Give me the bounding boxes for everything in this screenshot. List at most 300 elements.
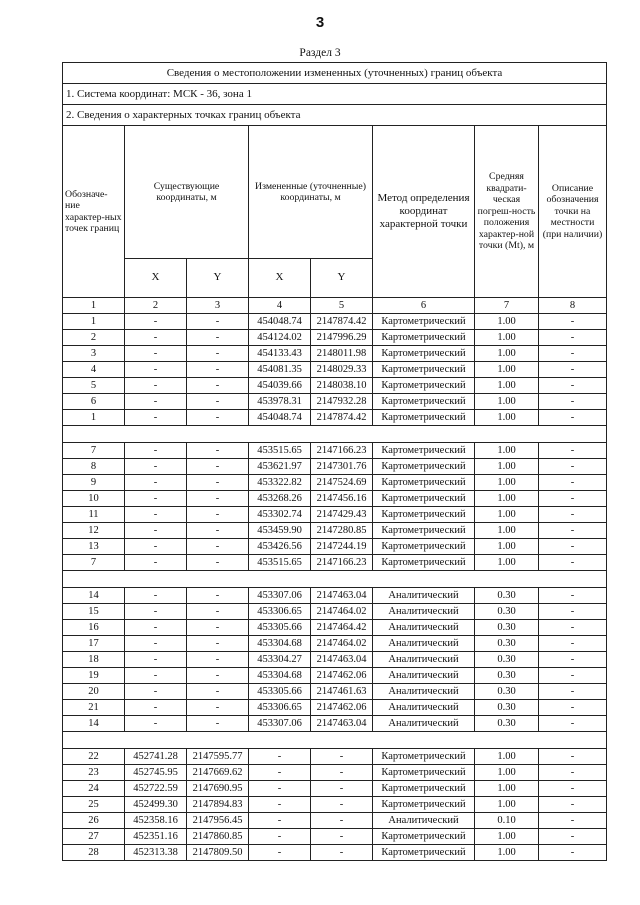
table-row <box>63 523 607 539</box>
description: - <box>539 475 607 491</box>
description: - <box>539 410 607 426</box>
existing-x: - <box>125 684 187 700</box>
changed-y: - <box>311 813 373 829</box>
description: - <box>539 604 607 620</box>
point-number: 10 <box>63 491 125 507</box>
accuracy: 1.00 <box>475 555 539 571</box>
accuracy: 0.30 <box>475 636 539 652</box>
header-existing-x: X <box>125 259 187 298</box>
changed-x: 453459.90 <box>249 523 311 539</box>
description: - <box>539 588 607 604</box>
changed-y: 2148029.33 <box>311 362 373 378</box>
point-number: 9 <box>63 475 125 491</box>
table-row <box>63 475 607 491</box>
existing-x: - <box>125 459 187 475</box>
method: Картометрический <box>373 314 475 330</box>
table-row <box>63 749 607 765</box>
method: Аналитический <box>373 668 475 684</box>
point-number: 20 <box>63 684 125 700</box>
point-number: 24 <box>63 781 125 797</box>
method: Аналитический <box>373 636 475 652</box>
column-number: 4 <box>249 298 311 314</box>
description: - <box>539 829 607 845</box>
existing-y: - <box>187 700 249 716</box>
header-changed-coordinates: Измененные (уточненные) координаты, м <box>249 126 373 259</box>
point-number: 12 <box>63 523 125 539</box>
changed-y: 2147461.63 <box>311 684 373 700</box>
point-number: 14 <box>63 716 125 732</box>
method: Картометрический <box>373 330 475 346</box>
changed-x: 453306.65 <box>249 700 311 716</box>
table-row <box>63 378 607 394</box>
table-row <box>63 781 607 797</box>
method: Картометрический <box>373 507 475 523</box>
header-changed-y: Y <box>311 259 373 298</box>
header-existing-y: Y <box>187 259 249 298</box>
accuracy: 1.00 <box>475 378 539 394</box>
changed-x: 453305.66 <box>249 684 311 700</box>
changed-y: 2147463.04 <box>311 652 373 668</box>
method: Картометрический <box>373 362 475 378</box>
table-row <box>63 797 607 813</box>
method: Картометрический <box>373 410 475 426</box>
existing-x: - <box>125 491 187 507</box>
method: Картометрический <box>373 378 475 394</box>
method: Картометрический <box>373 781 475 797</box>
header-method: Метод определения координат характерной точки <box>373 126 475 298</box>
table-row <box>63 539 607 555</box>
existing-y: - <box>187 555 249 571</box>
section-label: Раздел 3 <box>299 47 341 59</box>
table-row <box>63 443 607 459</box>
table-row <box>63 330 607 346</box>
method: Картометрический <box>373 749 475 765</box>
existing-x: 452722.59 <box>125 781 187 797</box>
header-accuracy: Средняя квадрати-ческая погреш-ность положения характер-ной точки (Mt), м <box>475 126 539 298</box>
point-number: 6 <box>63 394 125 410</box>
method: Картометрический <box>373 555 475 571</box>
point-number: 4 <box>63 362 125 378</box>
accuracy: 1.00 <box>475 346 539 362</box>
point-number: 11 <box>63 507 125 523</box>
existing-x: - <box>125 700 187 716</box>
existing-y: - <box>187 716 249 732</box>
table-row <box>63 394 607 410</box>
description: - <box>539 491 607 507</box>
existing-y: - <box>187 475 249 491</box>
existing-x: 452499.30 <box>125 797 187 813</box>
coordinates-table <box>62 62 607 861</box>
changed-x: 453268.26 <box>249 491 311 507</box>
table-row <box>63 636 607 652</box>
existing-y: - <box>187 394 249 410</box>
existing-y: - <box>187 604 249 620</box>
accuracy: 1.00 <box>475 330 539 346</box>
description: - <box>539 314 607 330</box>
changed-x: 453426.56 <box>249 539 311 555</box>
point-number: 26 <box>63 813 125 829</box>
changed-x: 453304.68 <box>249 668 311 684</box>
column-number: 7 <box>475 298 539 314</box>
accuracy: 0.30 <box>475 620 539 636</box>
point-number: 14 <box>63 588 125 604</box>
description: - <box>539 684 607 700</box>
table-row <box>63 829 607 845</box>
method: Картометрический <box>373 443 475 459</box>
changed-x: - <box>249 829 311 845</box>
existing-x: - <box>125 346 187 362</box>
method: Картометрический <box>373 394 475 410</box>
existing-y: - <box>187 330 249 346</box>
column-numbers-row <box>63 298 607 314</box>
changed-y: - <box>311 749 373 765</box>
accuracy: 1.00 <box>475 410 539 426</box>
method: Аналитический <box>373 813 475 829</box>
accuracy: 1.00 <box>475 845 539 861</box>
point-number: 18 <box>63 652 125 668</box>
existing-y: 2147669.62 <box>187 765 249 781</box>
existing-y: - <box>187 491 249 507</box>
accuracy: 0.10 <box>475 813 539 829</box>
table-row <box>63 845 607 861</box>
table-row <box>63 668 607 684</box>
accuracy: 1.00 <box>475 491 539 507</box>
changed-x: - <box>249 845 311 861</box>
existing-x: - <box>125 443 187 459</box>
existing-y: - <box>187 378 249 394</box>
page-number: 3 <box>315 14 325 31</box>
header-changed-x: X <box>249 259 311 298</box>
accuracy: 0.30 <box>475 604 539 620</box>
existing-y: 2147690.95 <box>187 781 249 797</box>
description: - <box>539 636 607 652</box>
point-number: 2 <box>63 330 125 346</box>
changed-y: 2147244.19 <box>311 539 373 555</box>
changed-y: 2147464.42 <box>311 620 373 636</box>
changed-x: 453304.68 <box>249 636 311 652</box>
point-number: 19 <box>63 668 125 684</box>
point-number: 13 <box>63 539 125 555</box>
description: - <box>539 378 607 394</box>
existing-x: - <box>125 314 187 330</box>
existing-y: - <box>187 362 249 378</box>
changed-x: 454081.35 <box>249 362 311 378</box>
point-number: 28 <box>63 845 125 861</box>
group-separator-row <box>63 426 607 443</box>
description: - <box>539 539 607 555</box>
column-number: 3 <box>187 298 249 314</box>
changed-y: 2148011.98 <box>311 346 373 362</box>
existing-y: - <box>187 539 249 555</box>
existing-y: 2147595.77 <box>187 749 249 765</box>
table-row <box>63 684 607 700</box>
changed-y: 2147463.04 <box>311 716 373 732</box>
accuracy: 1.00 <box>475 459 539 475</box>
point-number: 25 <box>63 797 125 813</box>
method: Аналитический <box>373 652 475 668</box>
changed-x: 453306.65 <box>249 604 311 620</box>
existing-y: 2147860.85 <box>187 829 249 845</box>
point-number: 23 <box>63 765 125 781</box>
accuracy: 1.00 <box>475 394 539 410</box>
accuracy: 1.00 <box>475 797 539 813</box>
table-row <box>63 491 607 507</box>
accuracy: 1.00 <box>475 829 539 845</box>
method: Аналитический <box>373 588 475 604</box>
existing-x: - <box>125 716 187 732</box>
point-number: 8 <box>63 459 125 475</box>
point-number: 16 <box>63 620 125 636</box>
existing-x: 452745.95 <box>125 765 187 781</box>
point-number: 5 <box>63 378 125 394</box>
changed-x: 453322.82 <box>249 475 311 491</box>
changed-y: 2147524.69 <box>311 475 373 491</box>
description: - <box>539 797 607 813</box>
changed-x: 453307.06 <box>249 588 311 604</box>
changed-x: 453305.66 <box>249 620 311 636</box>
table-row <box>63 459 607 475</box>
description: - <box>539 523 607 539</box>
header-designation: Обозначе-ние характер-ных точек границ <box>63 126 125 298</box>
point-number: 22 <box>63 749 125 765</box>
changed-x: - <box>249 781 311 797</box>
changed-y: 2147874.42 <box>311 314 373 330</box>
existing-y: - <box>187 523 249 539</box>
accuracy: 1.00 <box>475 314 539 330</box>
point-number: 1 <box>63 314 125 330</box>
changed-x: 453515.65 <box>249 555 311 571</box>
column-number: 5 <box>311 298 373 314</box>
method: Аналитический <box>373 604 475 620</box>
point-number: 17 <box>63 636 125 652</box>
table-row <box>63 652 607 668</box>
existing-x: - <box>125 620 187 636</box>
existing-x: 452741.28 <box>125 749 187 765</box>
existing-y: - <box>187 410 249 426</box>
accuracy: 0.30 <box>475 700 539 716</box>
method: Картометрический <box>373 765 475 781</box>
accuracy: 1.00 <box>475 507 539 523</box>
method: Аналитический <box>373 716 475 732</box>
changed-y: - <box>311 845 373 861</box>
point-number: 7 <box>63 443 125 459</box>
description: - <box>539 845 607 861</box>
existing-x: - <box>125 394 187 410</box>
existing-y: - <box>187 507 249 523</box>
accuracy: 1.00 <box>475 765 539 781</box>
existing-x: - <box>125 636 187 652</box>
existing-y: 2147956.45 <box>187 813 249 829</box>
changed-y: 2147932.28 <box>311 394 373 410</box>
existing-y: - <box>187 443 249 459</box>
changed-x: 453621.97 <box>249 459 311 475</box>
description: - <box>539 555 607 571</box>
separator-cell <box>63 571 607 588</box>
changed-x: 454039.66 <box>249 378 311 394</box>
method: Аналитический <box>373 700 475 716</box>
changed-y: 2147301.76 <box>311 459 373 475</box>
description: - <box>539 346 607 362</box>
description: - <box>539 459 607 475</box>
table-row <box>63 813 607 829</box>
changed-y: - <box>311 829 373 845</box>
accuracy: 1.00 <box>475 443 539 459</box>
table-row <box>63 588 607 604</box>
point-number: 27 <box>63 829 125 845</box>
header-description: Описание обозначения точки на местности (при наличии) <box>539 126 607 298</box>
group-separator-row <box>63 571 607 588</box>
changed-y: 2147462.06 <box>311 700 373 716</box>
table-row <box>63 765 607 781</box>
coordinate-system: 1. Система координат: МСК - 36, зона 1 <box>63 84 607 105</box>
existing-x: - <box>125 555 187 571</box>
point-number: 1 <box>63 410 125 426</box>
accuracy: 0.30 <box>475 652 539 668</box>
method: Картометрический <box>373 491 475 507</box>
existing-x: - <box>125 539 187 555</box>
description: - <box>539 394 607 410</box>
method: Картометрический <box>373 845 475 861</box>
existing-x: - <box>125 507 187 523</box>
changed-x: 454124.02 <box>249 330 311 346</box>
existing-y: - <box>187 459 249 475</box>
existing-x: - <box>125 588 187 604</box>
accuracy: 1.00 <box>475 523 539 539</box>
point-number: 21 <box>63 700 125 716</box>
method: Картометрический <box>373 459 475 475</box>
points-heading: 2. Сведения о характерных точках границ объекта <box>63 105 607 126</box>
existing-y: 2147809.50 <box>187 845 249 861</box>
changed-y: 2147463.04 <box>311 588 373 604</box>
table-row <box>63 604 607 620</box>
table-title: Сведения о местоположении измененных (уточненных) границ объекта <box>63 63 607 84</box>
changed-y: 2147166.23 <box>311 555 373 571</box>
table-row <box>63 716 607 732</box>
column-number: 1 <box>63 298 125 314</box>
method: Картометрический <box>373 539 475 555</box>
accuracy: 1.00 <box>475 475 539 491</box>
changed-x: 453515.65 <box>249 443 311 459</box>
existing-x: 452313.38 <box>125 845 187 861</box>
column-number: 2 <box>125 298 187 314</box>
changed-y: 2147996.29 <box>311 330 373 346</box>
changed-x: 453978.31 <box>249 394 311 410</box>
existing-x: - <box>125 378 187 394</box>
method: Картометрический <box>373 475 475 491</box>
changed-x: - <box>249 749 311 765</box>
existing-x: - <box>125 362 187 378</box>
method: Аналитический <box>373 620 475 636</box>
header-existing-coordinates: Существующие координаты, м <box>125 126 249 259</box>
changed-y: 2147429.43 <box>311 507 373 523</box>
existing-x: - <box>125 652 187 668</box>
description: - <box>539 813 607 829</box>
changed-y: - <box>311 765 373 781</box>
method: Картометрический <box>373 829 475 845</box>
changed-x: 454048.74 <box>249 410 311 426</box>
changed-x: - <box>249 765 311 781</box>
description: - <box>539 652 607 668</box>
changed-y: 2147464.02 <box>311 604 373 620</box>
method: Картометрический <box>373 797 475 813</box>
accuracy: 1.00 <box>475 539 539 555</box>
table-row <box>63 362 607 378</box>
existing-x: 452351.16 <box>125 829 187 845</box>
existing-y: - <box>187 314 249 330</box>
changed-y: 2147464.02 <box>311 636 373 652</box>
accuracy: 1.00 <box>475 749 539 765</box>
existing-y: - <box>187 346 249 362</box>
accuracy: 0.30 <box>475 684 539 700</box>
changed-x: - <box>249 797 311 813</box>
method: Аналитический <box>373 684 475 700</box>
table-row <box>63 555 607 571</box>
accuracy: 1.00 <box>475 781 539 797</box>
changed-y: 2148038.10 <box>311 378 373 394</box>
changed-x: 454133.43 <box>249 346 311 362</box>
description: - <box>539 781 607 797</box>
existing-x: 452358.16 <box>125 813 187 829</box>
table-row <box>63 410 607 426</box>
changed-y: - <box>311 781 373 797</box>
separator-cell <box>63 426 607 443</box>
description: - <box>539 507 607 523</box>
description: - <box>539 668 607 684</box>
description: - <box>539 700 607 716</box>
changed-x: - <box>249 813 311 829</box>
existing-x: - <box>125 604 187 620</box>
description: - <box>539 716 607 732</box>
table-row <box>63 507 607 523</box>
table-row <box>63 314 607 330</box>
existing-x: - <box>125 330 187 346</box>
table-row <box>63 620 607 636</box>
description: - <box>539 330 607 346</box>
existing-y: 2147894.83 <box>187 797 249 813</box>
column-number: 6 <box>373 298 475 314</box>
existing-y: - <box>187 620 249 636</box>
existing-x: - <box>125 475 187 491</box>
separator-cell <box>63 732 607 749</box>
existing-x: - <box>125 410 187 426</box>
point-number: 7 <box>63 555 125 571</box>
method: Картометрический <box>373 346 475 362</box>
description: - <box>539 749 607 765</box>
changed-y: 2147166.23 <box>311 443 373 459</box>
changed-y: 2147280.85 <box>311 523 373 539</box>
existing-x: - <box>125 523 187 539</box>
point-number: 3 <box>63 346 125 362</box>
table-row <box>63 346 607 362</box>
point-number: 15 <box>63 604 125 620</box>
changed-y: 2147874.42 <box>311 410 373 426</box>
description: - <box>539 362 607 378</box>
existing-y: - <box>187 668 249 684</box>
table-row <box>63 700 607 716</box>
changed-y: 2147462.06 <box>311 668 373 684</box>
changed-x: 453302.74 <box>249 507 311 523</box>
changed-y: - <box>311 797 373 813</box>
method: Картометрический <box>373 523 475 539</box>
description: - <box>539 620 607 636</box>
group-separator-row <box>63 732 607 749</box>
column-number: 8 <box>539 298 607 314</box>
accuracy: 0.30 <box>475 588 539 604</box>
accuracy: 1.00 <box>475 362 539 378</box>
existing-y: - <box>187 636 249 652</box>
description: - <box>539 765 607 781</box>
existing-x: - <box>125 668 187 684</box>
